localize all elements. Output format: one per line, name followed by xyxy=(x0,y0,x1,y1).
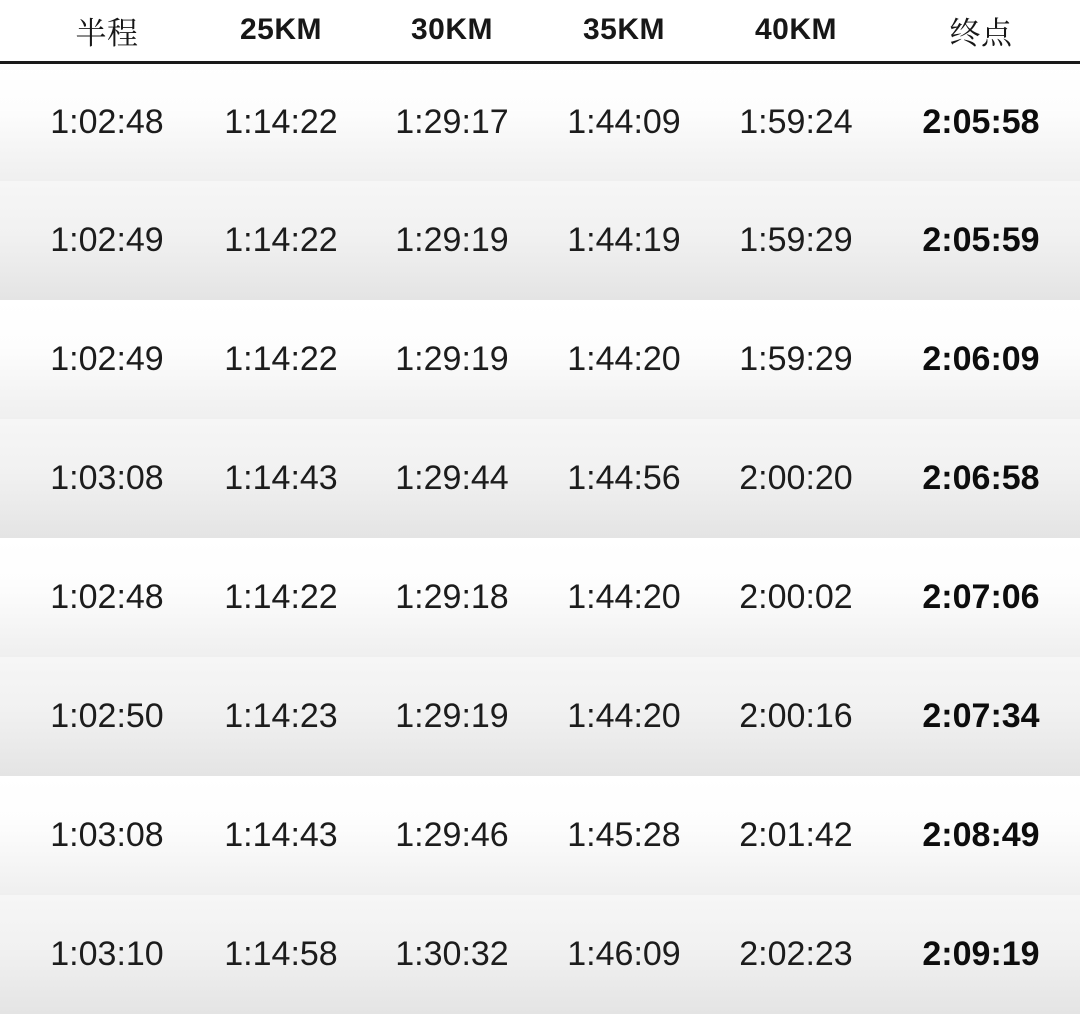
row-edge-cell xyxy=(0,538,18,657)
column-header-finish: 终点 xyxy=(882,0,1080,62)
cell-25km: 1:14:22 xyxy=(224,102,338,141)
row-edge-cell xyxy=(0,895,18,1014)
cell-40km: 2:01:42 xyxy=(739,816,853,854)
column-header-half: 半程 xyxy=(18,0,196,62)
cell-40km: 2:00:20 xyxy=(739,459,853,497)
cell-35km: 1:45:28 xyxy=(567,816,681,854)
cell-35km: 1:44:20 xyxy=(567,697,681,735)
cell-25km: 1:14:43 xyxy=(224,459,338,497)
cell-40km: 1:59:29 xyxy=(739,340,853,378)
column-header-25km: 25KM xyxy=(196,0,366,62)
cell-half: 1:02:48 xyxy=(50,102,164,141)
cell-finish: 2:07:06 xyxy=(922,578,1040,616)
cell-30km: 1:29:19 xyxy=(395,697,509,735)
cell-40km: 1:59:24 xyxy=(739,102,853,141)
cell-40km: 2:00:02 xyxy=(739,578,853,616)
row-edge-cell xyxy=(0,62,18,181)
cell-30km: 1:29:19 xyxy=(395,221,509,259)
cell-finish: 2:07:34 xyxy=(922,697,1040,735)
table-header xyxy=(0,0,1080,62)
cell-half: 1:02:48 xyxy=(50,578,164,616)
table-row xyxy=(0,538,1080,657)
row-edge-cell xyxy=(0,181,18,300)
cell-30km: 1:29:19 xyxy=(395,340,509,378)
cell-half: 1:03:08 xyxy=(50,816,164,854)
table-row xyxy=(0,895,1080,1014)
table-header-row xyxy=(0,0,1080,62)
row-edge-cell xyxy=(0,419,18,538)
cell-30km: 1:29:18 xyxy=(395,578,509,616)
cell-30km: 1:29:17 xyxy=(395,102,509,141)
row-edge-cell xyxy=(0,657,18,776)
cell-half: 1:02:49 xyxy=(50,340,164,378)
cell-25km: 1:14:23 xyxy=(224,697,338,735)
cell-25km: 1:14:58 xyxy=(224,935,338,973)
cell-finish: 2:05:58 xyxy=(922,102,1040,141)
cell-35km: 1:44:20 xyxy=(567,578,681,616)
table-row xyxy=(0,419,1080,538)
column-header-40km: 40KM xyxy=(710,0,882,62)
column-header-35km: 35KM xyxy=(538,0,710,62)
row-edge-cell xyxy=(0,776,18,895)
cell-35km: 1:46:09 xyxy=(567,935,681,973)
cell-half: 1:02:49 xyxy=(50,221,164,259)
cell-finish: 2:08:49 xyxy=(922,816,1040,854)
cell-40km: 1:59:29 xyxy=(739,221,853,259)
column-header-30km: 30KM xyxy=(366,0,538,62)
cell-25km: 1:14:43 xyxy=(224,816,338,854)
cell-half: 1:03:08 xyxy=(50,459,164,497)
table-row xyxy=(0,300,1080,419)
table-row xyxy=(0,657,1080,776)
cell-25km: 1:14:22 xyxy=(224,340,338,378)
cell-35km: 1:44:20 xyxy=(567,340,681,378)
cell-30km: 1:30:32 xyxy=(395,935,509,973)
cell-finish: 2:05:59 xyxy=(922,221,1040,259)
cell-35km: 1:44:56 xyxy=(567,459,681,497)
table-row xyxy=(0,62,1080,181)
cell-40km: 2:00:16 xyxy=(739,697,853,735)
cell-40km: 2:02:23 xyxy=(739,935,853,973)
cell-half: 1:02:50 xyxy=(50,697,164,735)
cell-half: 1:03:10 xyxy=(50,935,164,973)
table-row xyxy=(0,776,1080,895)
cell-finish: 2:09:19 xyxy=(922,935,1040,973)
table-body xyxy=(0,62,1080,1014)
row-edge-cell xyxy=(0,300,18,419)
cell-35km: 1:44:09 xyxy=(567,102,681,141)
cell-finish: 2:06:58 xyxy=(922,459,1040,497)
cell-25km: 1:14:22 xyxy=(224,578,338,616)
column-header-edge xyxy=(0,0,18,62)
cell-30km: 1:29:46 xyxy=(395,816,509,854)
cell-35km: 1:44:19 xyxy=(567,221,681,259)
cell-30km: 1:29:44 xyxy=(395,459,509,497)
table-row xyxy=(0,181,1080,300)
cell-25km: 1:14:22 xyxy=(224,221,338,259)
cell-finish: 2:06:09 xyxy=(922,340,1040,378)
